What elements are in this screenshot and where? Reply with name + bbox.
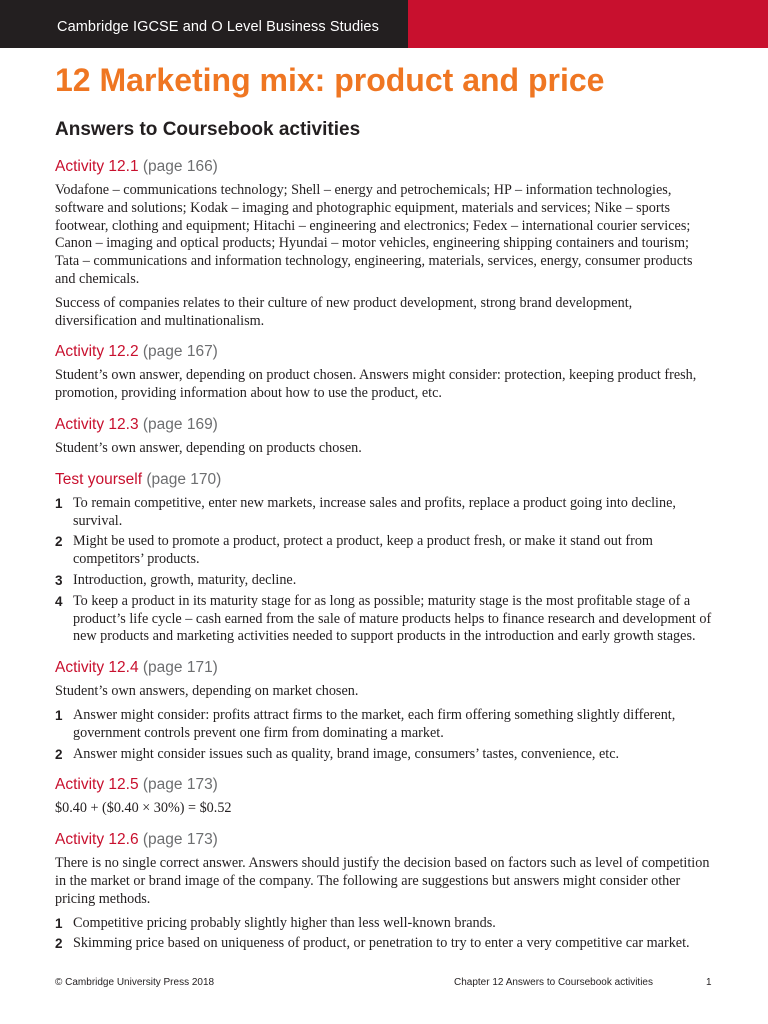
section-page-ref: (page 173) (142, 776, 218, 794)
list-number: 3 (55, 572, 63, 588)
section-activity-12-3 (55, 414, 715, 458)
section-heading (55, 657, 715, 679)
section-paragraph: There is no single correct answer. Answers should justify the decision based on factors such as level of competition in the market or brand image of the company. The following are suggestions but answers might consider other pricing methods. (55, 855, 710, 907)
list-number: 4 (55, 593, 63, 609)
section-activity-12-5 (55, 774, 715, 818)
section-label: Activity 12.2 (55, 343, 139, 361)
section-page-ref: (page 166) (142, 158, 218, 175)
list-item (55, 593, 715, 646)
section-label: Activity 12.3 (55, 415, 139, 433)
list-text: Competitive pricing probably slightly higher than less well-known brands. (73, 914, 496, 931)
list-text: Answer might consider issues such as quality, brand image, consumers’ tastes, convenience, etc. (73, 745, 620, 762)
list-text: Might be used to promote a product, protect a product, keep a product fresh, or make it stand out from competitors’ products. (73, 533, 653, 568)
section-heading (55, 341, 715, 363)
list-item (55, 572, 715, 590)
section-heading (55, 774, 715, 796)
section-paragraph: Vodafone – communications technology; Shell – energy and petrochemicals; HP – information technologies, software and solutions; Kodak – imaging and photographic equipment, materials and services; Nike – sports footwear, clothing and equipment; Hitachi – engineering and electronics; Fedex – international courier services; Canon – imaging and optical products; Hyundai – motor vehicles, engineering shipping containers and tourism; Tata – communications and information technology, engineering, materials, services, energy, consumer products and chemicals. (55, 182, 693, 287)
list-text: Answer might consider: profits attract firms to the market, each firm offering something slightly different, government controls prevent one firm from dominating a market. (73, 706, 676, 741)
section-page-ref: (page 170) (146, 470, 222, 488)
list-item (55, 533, 715, 569)
section-label: Activity 12.4 (55, 659, 139, 677)
header-bar (0, 0, 768, 48)
answer-list (55, 915, 715, 954)
list-number: 1 (55, 915, 63, 931)
section-label: Activity 12.1 (55, 158, 139, 175)
page-subtitle: Answers to Coursebook activities (55, 119, 361, 140)
section-page-ref: (page 173) (142, 831, 218, 849)
list-number: 1 (55, 707, 63, 723)
section-paragraph: $0.40 + ($0.40 × 30%) = $0.52 (55, 800, 232, 817)
list-number: 2 (55, 746, 63, 762)
list-text: Skimming price based on uniqueness of product, or penetration to try to enter a very competitive car market. (73, 935, 690, 952)
list-number: 2 (55, 534, 63, 550)
section-paragraph: Success of companies relates to their culture of new product development, strong brand development, diversification and multinationalism. (55, 294, 633, 329)
list-text: To keep a product in its maturity stage for as long as possible; maturity stage is the most profitable stage of a product’s life cycle – cash earned from the sale of mature products helps to finance research and development of new products and marketing activities needed to support products in the introduction and early growth stages. (73, 592, 712, 645)
section-label: Activity 12.6 (55, 831, 139, 849)
section-activity-12-2 (55, 341, 715, 403)
list-number: 2 (55, 936, 63, 952)
section-label: Test yourself (55, 470, 143, 488)
answer-list (55, 707, 715, 763)
list-item (55, 915, 715, 933)
footer-chapter: Chapter 12 Answers to Coursebook activities (454, 977, 653, 988)
list-item (55, 707, 715, 743)
list-item (55, 746, 715, 764)
section-page-ref: (page 171) (142, 659, 218, 677)
list-item (55, 495, 715, 531)
series-title: Cambridge IGCSE and O Level Business Studies (57, 19, 379, 35)
section-heading (55, 829, 715, 851)
section-label: Activity 12.5 (55, 776, 139, 794)
section-activity-12-6 (55, 829, 715, 953)
footer-page-number: 1 (706, 977, 712, 988)
footer-copyright: © Cambridge University Press 2018 (55, 977, 215, 988)
answer-list (55, 495, 715, 646)
section-heading (55, 469, 715, 491)
section-paragraph: Student’s own answer, depending on product chosen. Answers might consider: protection, keeping product fresh, promotion, providing information about how to use the product, etc. (55, 367, 697, 402)
section-heading (55, 156, 715, 178)
list-item (55, 935, 715, 953)
answers-content (55, 156, 715, 959)
chapter-title: 12 Marketing mix: product and price (55, 62, 605, 98)
section-test-yourself (55, 469, 715, 646)
section-paragraph: Student’s own answer, depending on products chosen. (55, 439, 362, 456)
section-activity-12-1 (55, 156, 715, 330)
section-page-ref: (page 167) (142, 343, 218, 361)
list-text: Introduction, growth, maturity, decline. (73, 571, 297, 588)
section-heading (55, 414, 715, 436)
section-page-ref: (page 169) (142, 415, 218, 433)
section-activity-12-4 (55, 657, 715, 763)
section-paragraph: Student’s own answers, depending on market chosen. (55, 683, 359, 700)
list-text: To remain competitive, enter new markets, increase sales and profits, replace a product going into decline, survival. (73, 494, 676, 529)
header-accent-block (408, 0, 768, 48)
list-number: 1 (55, 495, 63, 511)
